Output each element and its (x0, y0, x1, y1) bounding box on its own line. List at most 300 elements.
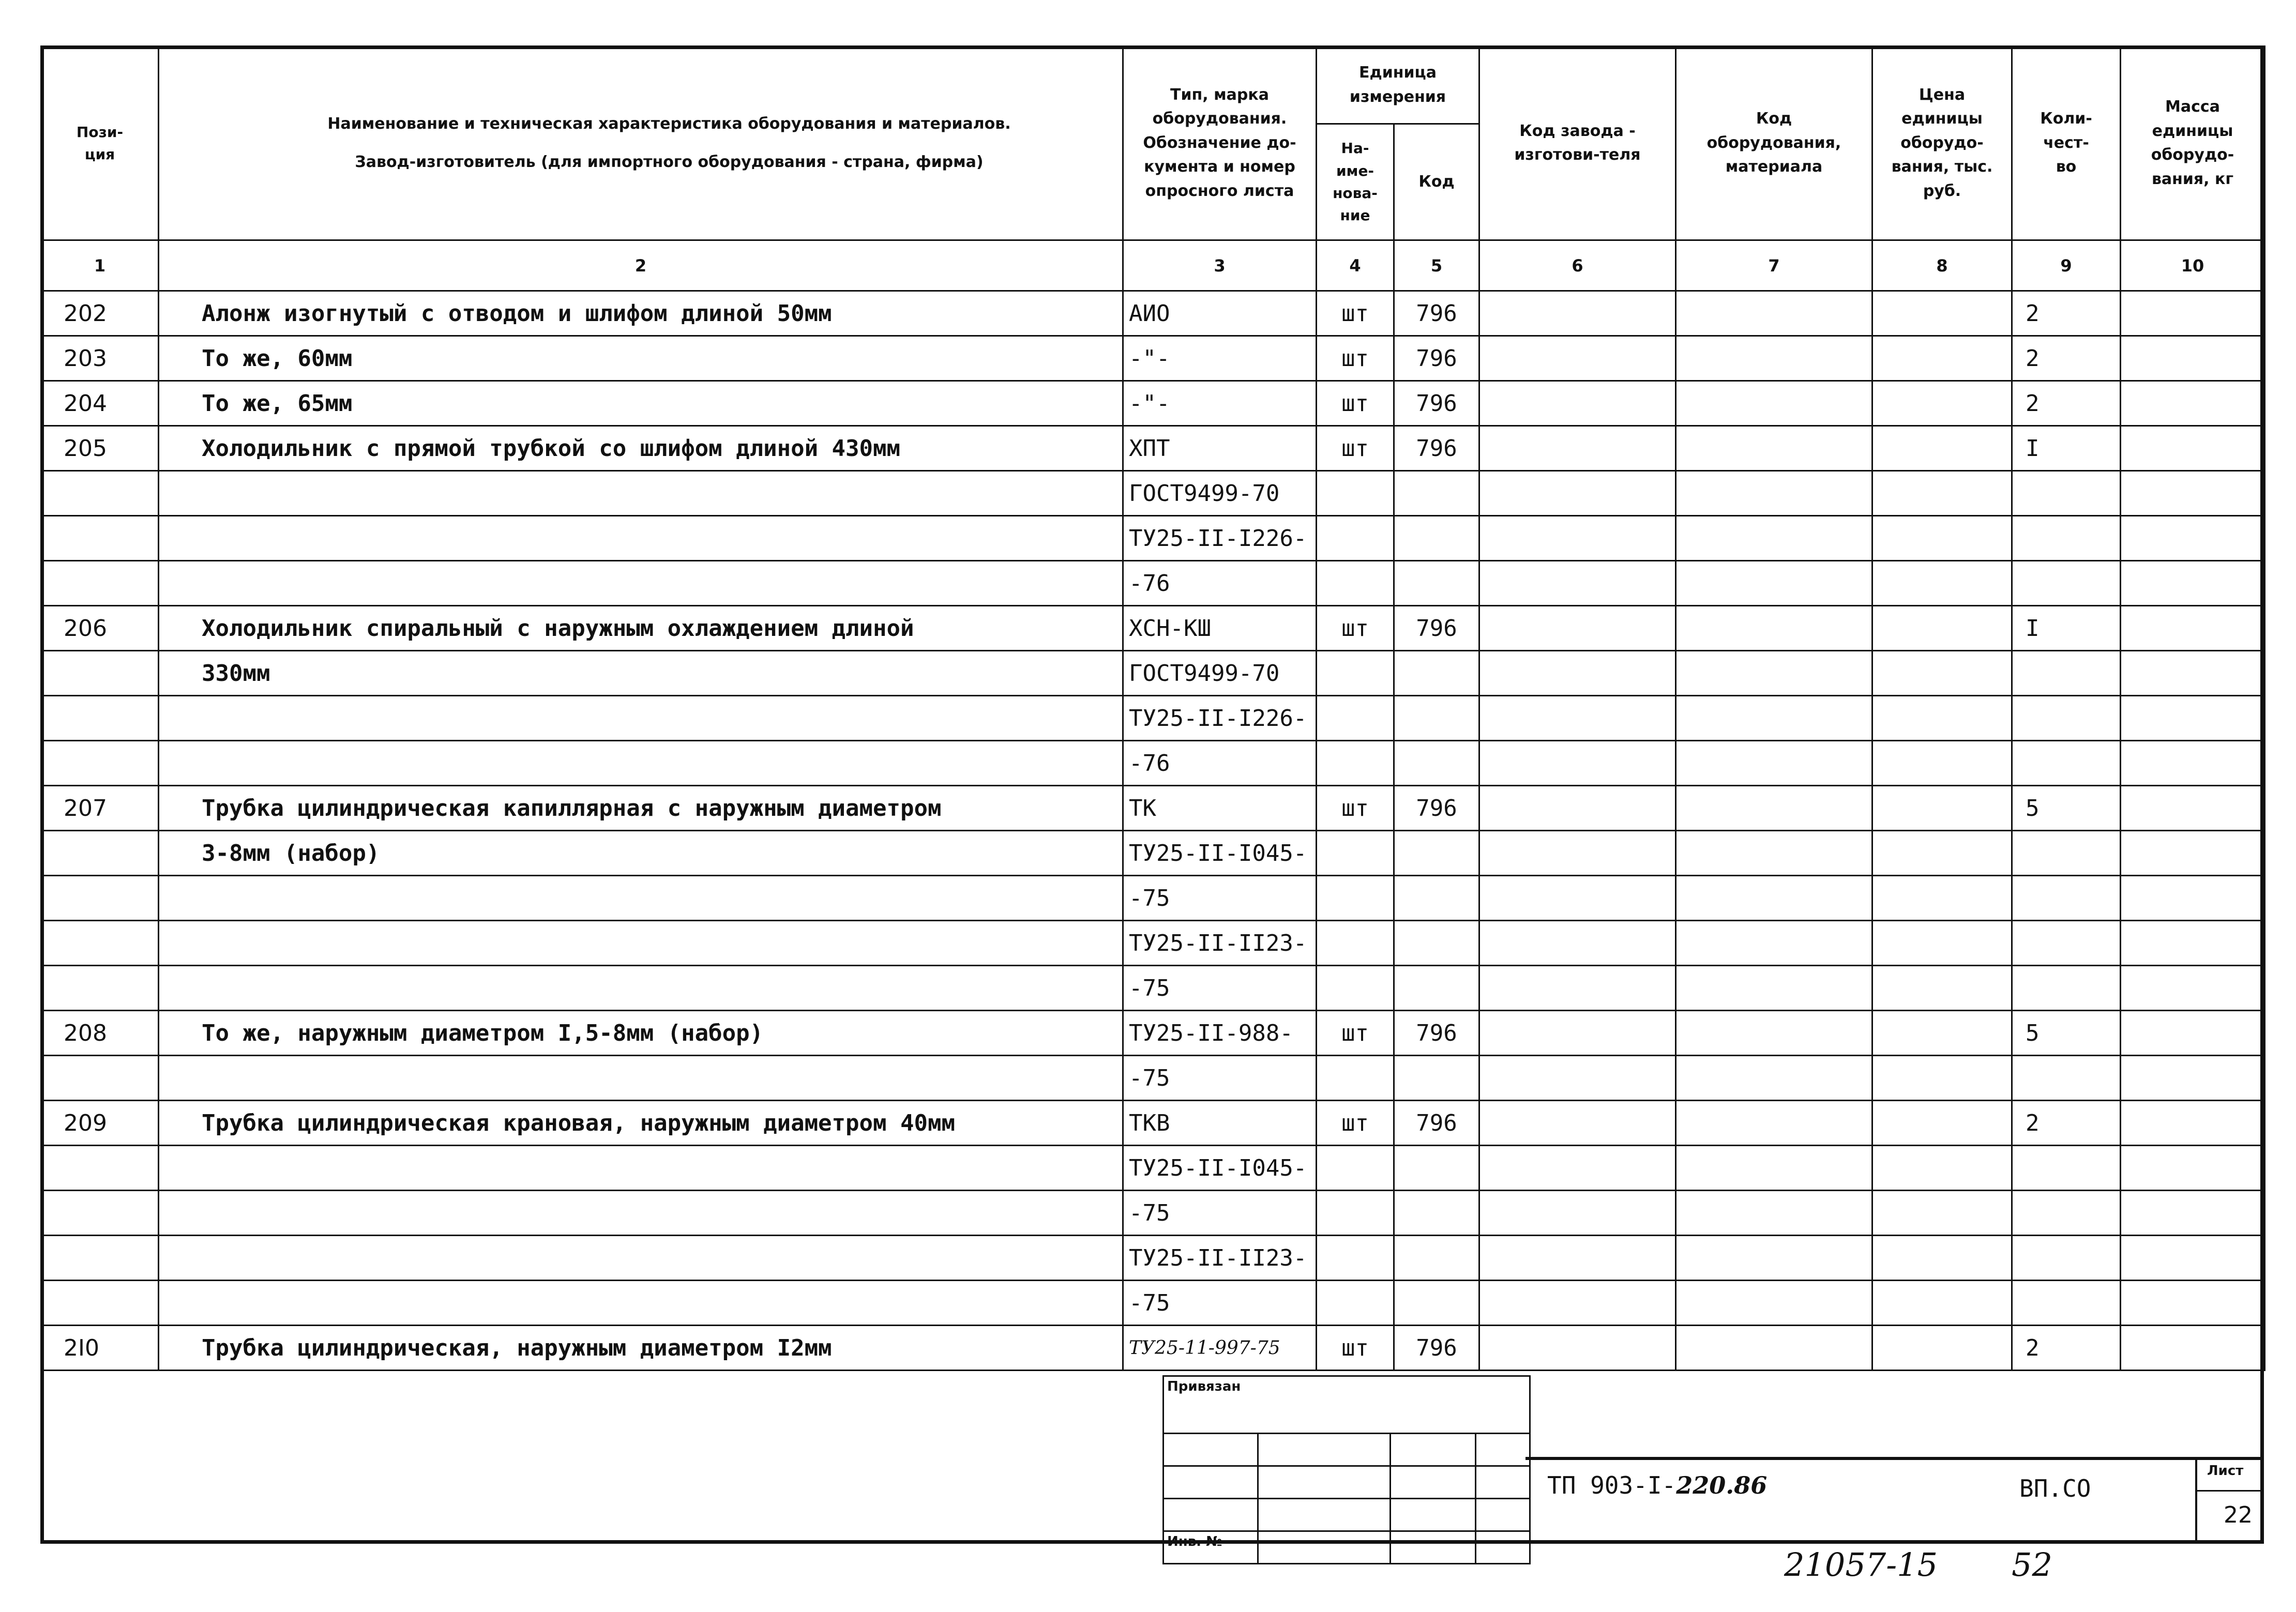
name-cell (159, 1191, 1123, 1236)
sheet-box-divider-h (2197, 1490, 2264, 1492)
quantity-cell (2012, 1146, 2121, 1191)
mass-cell (2121, 831, 2265, 876)
table-footer-space (41, 1371, 2265, 1372)
type-cell: ТКВ (1123, 1101, 1317, 1146)
equipment-code-cell (1676, 1281, 1872, 1326)
unit-code-cell: 796 (1394, 1011, 1479, 1056)
price-cell (1872, 831, 2012, 876)
header-position: Пози- ция (41, 47, 159, 240)
sheet-box-divider (2195, 1457, 2197, 1544)
factory-code-cell (1479, 1056, 1676, 1101)
position-cell: 209 (41, 1101, 159, 1146)
unit-cell (1317, 696, 1394, 741)
column-number: 4 (1317, 240, 1394, 291)
type-cell: ТУ25-II-I045- (1123, 831, 1317, 876)
position-cell (41, 921, 159, 966)
table-row (41, 561, 2265, 606)
type-cell: -76 (1123, 741, 1317, 786)
equipment-code-cell (1676, 1146, 1872, 1191)
factory-code-cell (1479, 1101, 1676, 1146)
mass-cell (2121, 966, 2265, 1011)
table-row (41, 1236, 2265, 1281)
position-cell (41, 1191, 159, 1236)
quantity-cell: 5 (2012, 1011, 2121, 1056)
equipment-code-cell (1676, 471, 1872, 516)
unit-code-cell: 796 (1394, 1101, 1479, 1146)
unit-cell (1317, 1146, 1394, 1191)
price-cell (1872, 336, 2012, 381)
mass-cell (2121, 291, 2265, 336)
mass-cell (2121, 1146, 2265, 1191)
name-cell: Трубка цилиндрическая, наружным диаметром I2мм (159, 1326, 1123, 1371)
unit-code-cell (1394, 1056, 1479, 1101)
header-factory-code: Код завода - изготови-теля (1479, 47, 1676, 240)
type-cell: ГОСТ9499-70 (1123, 471, 1317, 516)
quantity-cell: 2 (2012, 336, 2121, 381)
equipment-code-cell (1676, 1191, 1872, 1236)
equipment-code-cell (1676, 786, 1872, 831)
name-cell (159, 966, 1123, 1011)
table-row (41, 786, 2265, 831)
name-cell (159, 876, 1123, 921)
table-row (41, 696, 2265, 741)
factory-code-cell (1479, 471, 1676, 516)
mass-cell (2121, 471, 2265, 516)
unit-cell (1317, 1056, 1394, 1101)
quantity-cell: 2 (2012, 291, 2121, 336)
position-cell (41, 561, 159, 606)
price-cell (1872, 471, 2012, 516)
unit-cell (1317, 921, 1394, 966)
price-cell (1872, 291, 2012, 336)
document-code: ТП 903-I-220.86 (1547, 1471, 1768, 1499)
factory-code-cell (1479, 561, 1676, 606)
column-number: 9 (2012, 240, 2121, 291)
position-cell (41, 651, 159, 696)
name-cell (159, 471, 1123, 516)
mass-cell (2121, 1326, 2265, 1371)
unit-code-cell (1394, 1146, 1479, 1191)
factory-code-cell (1479, 1146, 1676, 1191)
quantity-cell (2012, 516, 2121, 561)
title-divider (1525, 1457, 2264, 1460)
column-number: 2 (159, 240, 1123, 291)
unit-cell: шт (1317, 606, 1394, 651)
equipment-code-cell (1676, 876, 1872, 921)
header-equipment-code: Код оборудования, материала (1676, 47, 1872, 240)
table-row (41, 291, 2265, 336)
mass-cell (2121, 1236, 2265, 1281)
table-row (41, 1056, 2265, 1101)
type-cell: ТУ25-II-I226- (1123, 696, 1317, 741)
unit-code-cell (1394, 1281, 1479, 1326)
name-cell (159, 741, 1123, 786)
unit-cell (1317, 1236, 1394, 1281)
name-cell: 330мм (159, 651, 1123, 696)
price-cell (1872, 606, 2012, 651)
factory-code-cell (1479, 1011, 1676, 1056)
header-name: Наименование и техническая характеристика оборудования и материалов. Завод-изготовитель (для импортного оборудования - страна, фирма) (159, 47, 1123, 240)
type-cell: ХСН-КШ (1123, 606, 1317, 651)
name-cell (159, 921, 1123, 966)
name-cell: То же, 65мм (159, 381, 1123, 426)
quantity-cell (2012, 1056, 2121, 1101)
stamp-inv-no: Инв. № (1164, 1531, 1258, 1564)
table-row (41, 831, 2265, 876)
type-cell: АИО (1123, 291, 1317, 336)
position-cell (41, 471, 159, 516)
column-number: 6 (1479, 240, 1676, 291)
equipment-code-cell (1676, 1056, 1872, 1101)
unit-cell: шт (1317, 1101, 1394, 1146)
factory-code-cell (1479, 921, 1676, 966)
unit-code-cell (1394, 831, 1479, 876)
price-cell (1872, 921, 2012, 966)
column-numbers-row (41, 240, 2265, 291)
unit-code-cell: 796 (1394, 336, 1479, 381)
quantity-cell: 5 (2012, 786, 2121, 831)
name-cell: То же, 60мм (159, 336, 1123, 381)
price-cell (1872, 876, 2012, 921)
header-price: Цена единицы оборудо-вания, тыс. руб. (1872, 47, 2012, 240)
table-row (41, 381, 2265, 426)
mass-cell (2121, 1056, 2265, 1101)
table-row (41, 471, 2265, 516)
type-cell: -75 (1123, 1191, 1317, 1236)
column-number: 1 (41, 240, 159, 291)
price-cell (1872, 1191, 2012, 1236)
stamp-block (1162, 1375, 1531, 1564)
position-cell (41, 876, 159, 921)
quantity-cell: 2 (2012, 1326, 2121, 1371)
name-cell (159, 696, 1123, 741)
mass-cell (2121, 1101, 2265, 1146)
table-row (41, 1281, 2265, 1326)
factory-code-cell (1479, 651, 1676, 696)
table-row (41, 741, 2265, 786)
table-row (41, 1326, 2265, 1371)
type-cell: -76 (1123, 561, 1317, 606)
equipment-code-cell (1676, 291, 1872, 336)
unit-cell: шт (1317, 1326, 1394, 1371)
type-cell: ТУ25-11-997-75 (1123, 1326, 1317, 1371)
mass-cell (2121, 561, 2265, 606)
unit-code-cell (1394, 876, 1479, 921)
factory-code-cell (1479, 696, 1676, 741)
equipment-code-cell (1676, 831, 1872, 876)
unit-cell (1317, 1281, 1394, 1326)
handwritten-archive-number: 21057-15 (1784, 1546, 1938, 1584)
position-cell (41, 741, 159, 786)
price-cell (1872, 1281, 2012, 1326)
position-cell: 208 (41, 1011, 159, 1056)
column-number: 3 (1123, 240, 1317, 291)
price-cell (1872, 1101, 2012, 1146)
factory-code-cell (1479, 786, 1676, 831)
unit-code-cell: 796 (1394, 381, 1479, 426)
equipment-code-cell (1676, 1236, 1872, 1281)
factory-code-cell (1479, 1236, 1676, 1281)
table-row (41, 426, 2265, 471)
type-cell: ТУ25-II-II23- (1123, 921, 1317, 966)
stamp-privyazan: Привязан (1164, 1376, 1530, 1434)
equipment-code-cell (1676, 1326, 1872, 1371)
unit-cell (1317, 966, 1394, 1011)
name-cell: Холодильник с прямой трубкой со шлифом длиной 430мм (159, 426, 1123, 471)
position-cell: 207 (41, 786, 159, 831)
position-cell (41, 1056, 159, 1101)
factory-code-cell (1479, 336, 1676, 381)
mass-cell (2121, 606, 2265, 651)
equipment-code-cell (1676, 696, 1872, 741)
unit-code-cell (1394, 696, 1479, 741)
price-cell (1872, 1146, 2012, 1191)
unit-code-cell (1394, 1191, 1479, 1236)
header-type: Тип, марка оборудования. Обозначение до-кумента и номер опросного листа (1123, 47, 1317, 240)
equipment-code-cell (1676, 651, 1872, 696)
header-unit-name: На-име-нова-ние (1317, 124, 1394, 240)
type-cell: -"- (1123, 381, 1317, 426)
unit-cell: шт (1317, 786, 1394, 831)
price-cell (1872, 426, 2012, 471)
quantity-cell (2012, 741, 2121, 786)
unit-code-cell (1394, 741, 1479, 786)
type-cell: ТУ25-II-II23- (1123, 1236, 1317, 1281)
table-row (41, 921, 2265, 966)
table-row (41, 1191, 2265, 1236)
unit-cell (1317, 876, 1394, 921)
unit-cell: шт (1317, 336, 1394, 381)
unit-cell: шт (1317, 1011, 1394, 1056)
equipment-code-cell (1676, 741, 1872, 786)
unit-code-cell (1394, 921, 1479, 966)
sheet-number: 22 (2224, 1502, 2253, 1528)
handwritten-page-number: 52 (2012, 1546, 2052, 1584)
mass-cell (2121, 876, 2265, 921)
mass-cell (2121, 516, 2265, 561)
position-cell: 203 (41, 336, 159, 381)
quantity-cell: 2 (2012, 1101, 2121, 1146)
mass-cell (2121, 651, 2265, 696)
type-cell: -75 (1123, 876, 1317, 921)
position-cell (41, 966, 159, 1011)
price-cell (1872, 1011, 2012, 1056)
type-cell: -"- (1123, 336, 1317, 381)
type-cell: -75 (1123, 1281, 1317, 1326)
factory-code-cell (1479, 516, 1676, 561)
position-cell (41, 831, 159, 876)
type-cell: -75 (1123, 1056, 1317, 1101)
header-mass: Масса единицы оборудо-вания, кг (2121, 47, 2265, 240)
equipment-code-cell (1676, 426, 1872, 471)
mass-cell (2121, 1281, 2265, 1326)
factory-code-cell (1479, 876, 1676, 921)
position-cell (41, 1236, 159, 1281)
table-body (41, 291, 2265, 1372)
quantity-cell (2012, 966, 2121, 1011)
table-row (41, 966, 2265, 1011)
quantity-cell (2012, 921, 2121, 966)
unit-code-cell (1394, 966, 1479, 1011)
factory-code-cell (1479, 606, 1676, 651)
price-cell (1872, 651, 2012, 696)
equipment-code-cell (1676, 381, 1872, 426)
price-cell (1872, 516, 2012, 561)
unit-cell: шт (1317, 381, 1394, 426)
position-cell: 205 (41, 426, 159, 471)
quantity-cell (2012, 471, 2121, 516)
mass-cell (2121, 1011, 2265, 1056)
type-cell: -75 (1123, 966, 1317, 1011)
price-cell (1872, 561, 2012, 606)
section-code: ВП.СО (2019, 1474, 2091, 1502)
name-cell (159, 1281, 1123, 1326)
unit-code-cell: 796 (1394, 426, 1479, 471)
column-number: 8 (1872, 240, 2012, 291)
name-cell (159, 1056, 1123, 1101)
header-unit-code: Код (1394, 124, 1479, 240)
quantity-cell (2012, 1191, 2121, 1236)
position-cell (41, 1146, 159, 1191)
unit-cell: шт (1317, 426, 1394, 471)
unit-cell (1317, 561, 1394, 606)
header-unit: Единица измерения (1317, 47, 1479, 124)
name-cell: То же, наружным диаметром I,5-8мм (набор) (159, 1011, 1123, 1056)
quantity-cell: I (2012, 426, 2121, 471)
factory-code-cell (1479, 1281, 1676, 1326)
mass-cell (2121, 696, 2265, 741)
factory-code-cell (1479, 381, 1676, 426)
factory-code-cell (1479, 426, 1676, 471)
unit-cell (1317, 1191, 1394, 1236)
equipment-code-cell (1676, 1011, 1872, 1056)
price-cell (1872, 741, 2012, 786)
equipment-code-cell (1676, 516, 1872, 561)
type-cell: ТУ25-II-I045- (1123, 1146, 1317, 1191)
position-cell: 206 (41, 606, 159, 651)
table-row (41, 336, 2265, 381)
unit-code-cell: 796 (1394, 606, 1479, 651)
unit-code-cell (1394, 1236, 1479, 1281)
factory-code-cell (1479, 291, 1676, 336)
table-row (41, 1146, 2265, 1191)
sheet-label: Лист (2207, 1463, 2244, 1479)
equipment-code-cell (1676, 966, 1872, 1011)
quantity-cell: 2 (2012, 381, 2121, 426)
name-cell (159, 1236, 1123, 1281)
factory-code-cell (1479, 741, 1676, 786)
name-cell (159, 516, 1123, 561)
price-cell (1872, 381, 2012, 426)
unit-cell (1317, 471, 1394, 516)
unit-cell: шт (1317, 291, 1394, 336)
quantity-cell (2012, 876, 2121, 921)
column-number: 5 (1394, 240, 1479, 291)
equipment-code-cell (1676, 921, 1872, 966)
mass-cell (2121, 336, 2265, 381)
column-number: 10 (2121, 240, 2265, 291)
mass-cell (2121, 741, 2265, 786)
position-cell: 204 (41, 381, 159, 426)
column-number: 7 (1676, 240, 1872, 291)
unit-cell (1317, 831, 1394, 876)
unit-code-cell: 796 (1394, 786, 1479, 831)
mass-cell (2121, 1191, 2265, 1236)
factory-code-cell (1479, 831, 1676, 876)
equipment-code-cell (1676, 606, 1872, 651)
quantity-cell (2012, 1236, 2121, 1281)
unit-cell (1317, 651, 1394, 696)
factory-code-cell (1479, 1191, 1676, 1236)
unit-cell (1317, 516, 1394, 561)
table-row (41, 1101, 2265, 1146)
type-cell: ХПТ (1123, 426, 1317, 471)
table-row (41, 606, 2265, 651)
price-cell (1872, 966, 2012, 1011)
factory-code-cell (1479, 966, 1676, 1011)
type-cell: ТУ25-II-988- (1123, 1011, 1317, 1056)
type-cell: ТК (1123, 786, 1317, 831)
price-cell (1872, 1056, 2012, 1101)
quantity-cell (2012, 831, 2121, 876)
name-cell: Трубка цилиндрическая капиллярная с наружным диаметром (159, 786, 1123, 831)
unit-code-cell: 796 (1394, 1326, 1479, 1371)
unit-code-cell (1394, 516, 1479, 561)
name-cell (159, 1146, 1123, 1191)
table-row (41, 876, 2265, 921)
equipment-code-cell (1676, 336, 1872, 381)
type-cell: ТУ25-II-I226- (1123, 516, 1317, 561)
unit-code-cell (1394, 651, 1479, 696)
table-row (41, 1011, 2265, 1056)
equipment-code-cell (1676, 1101, 1872, 1146)
quantity-cell (2012, 696, 2121, 741)
unit-code-cell (1394, 471, 1479, 516)
name-cell: Алонж изогнутый с отводом и шлифом длиной 50мм (159, 291, 1123, 336)
mass-cell (2121, 426, 2265, 471)
unit-code-cell: 796 (1394, 291, 1479, 336)
quantity-cell (2012, 561, 2121, 606)
position-cell: 202 (41, 291, 159, 336)
table-row (41, 651, 2265, 696)
equipment-code-cell (1676, 561, 1872, 606)
position-cell: 2I0 (41, 1326, 159, 1371)
quantity-cell (2012, 1281, 2121, 1326)
position-cell (41, 516, 159, 561)
name-cell: Трубка цилиндрическая крановая, наружным диаметром 40мм (159, 1101, 1123, 1146)
table-row (41, 516, 2265, 561)
factory-code-cell (1479, 1326, 1676, 1371)
name-cell: Холодильник спиральный с наружным охлаждением длиной (159, 606, 1123, 651)
price-cell (1872, 1236, 2012, 1281)
name-cell: 3-8мм (набор) (159, 831, 1123, 876)
type-cell: ГОСТ9499-70 (1123, 651, 1317, 696)
position-cell (41, 1281, 159, 1326)
mass-cell (2121, 381, 2265, 426)
price-cell (1872, 1326, 2012, 1371)
header-quantity: Коли-чест-во (2012, 47, 2121, 240)
quantity-cell (2012, 651, 2121, 696)
mass-cell (2121, 786, 2265, 831)
quantity-cell: I (2012, 606, 2121, 651)
price-cell (1872, 786, 2012, 831)
mass-cell (2121, 921, 2265, 966)
name-cell (159, 561, 1123, 606)
unit-cell (1317, 741, 1394, 786)
unit-code-cell (1394, 561, 1479, 606)
position-cell (41, 696, 159, 741)
price-cell (1872, 696, 2012, 741)
